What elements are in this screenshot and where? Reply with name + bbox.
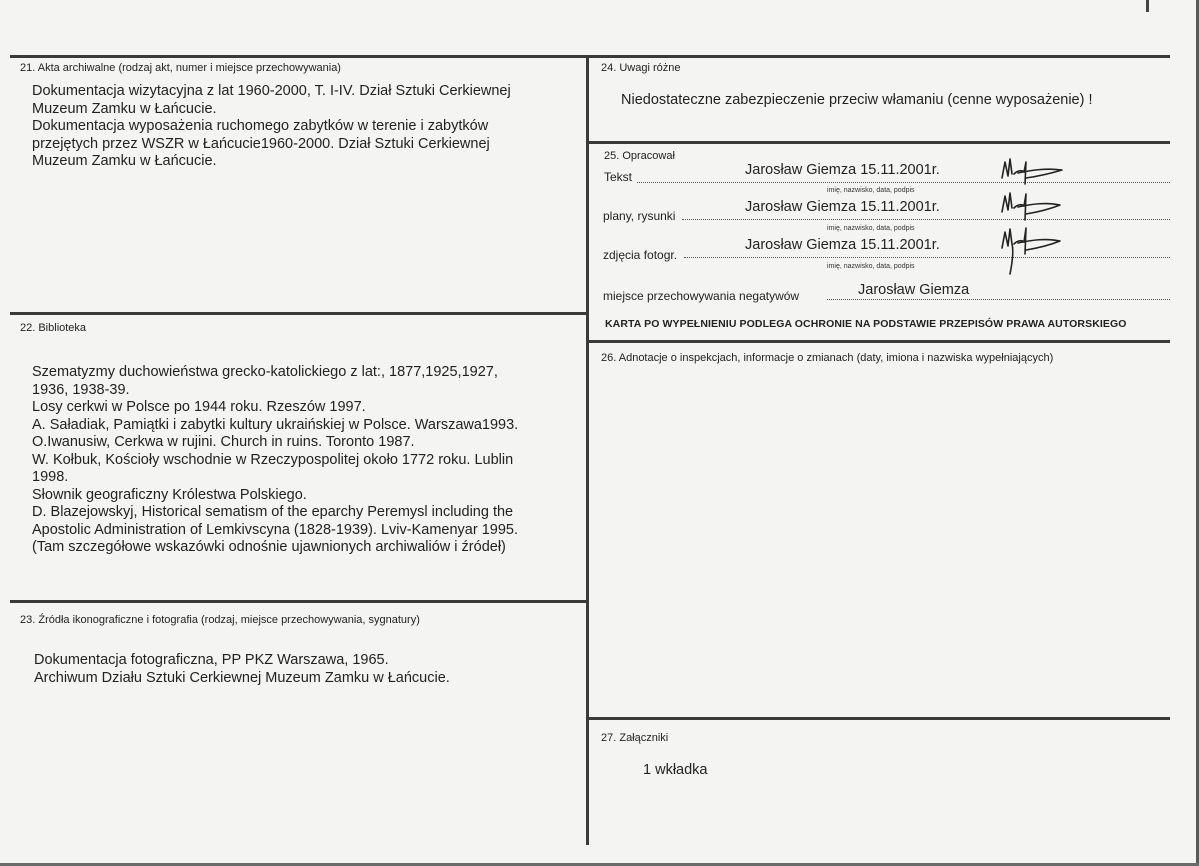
section-22-line: Szematyzmy duchowieństwa grecko-katolickiego z lat:, 1877,1925,1927, xyxy=(32,364,498,380)
section-27-heading: 27. Załączniki xyxy=(601,732,669,744)
field-dotted-line-negatives xyxy=(827,299,1170,300)
section-21-heading: 21. Akta archiwalne (rodzaj akt, numer i miejsce przechowywania) xyxy=(20,62,341,74)
section-24-heading: 24. Uwagi różne xyxy=(601,62,681,74)
rule-s21-s22 xyxy=(10,312,586,315)
rule-s24-s25 xyxy=(589,141,1170,144)
section-21-body xyxy=(32,83,511,171)
section-22-body xyxy=(32,364,518,557)
rule-center xyxy=(586,55,589,845)
section-23-heading: 23. Źródła ikonograficzne i fotografia (rodzaj, miejsce przechowywania, sygnatury) xyxy=(20,614,420,626)
field-value-photos: Jarosław Giemza 15.11.2001r. xyxy=(745,237,940,253)
section-22-line: W. Kołbuk, Kościoły wschodnie w Rzeczypospolitej około 1772 roku. Lublin xyxy=(32,451,514,468)
section-22-line: Losy cerkwi w Polsce po 1944 roku. Rzeszów 1997. xyxy=(32,399,366,415)
field-label-photos: zdjęcia fotogr. xyxy=(603,248,678,262)
section-22-line: A. Saładiak, Pamiątki i zabytki kultury ukraińskiej w Polsce. Warszawa1993. xyxy=(32,416,519,433)
signature-plans xyxy=(996,190,1066,224)
section-21-line: Dokumentacja wyposażenia ruchomego zabytków w terenie i zabytków xyxy=(32,118,489,134)
section-22-line: Słownik geograficzny Królestwa Polskiego. xyxy=(32,486,307,503)
rule-notice xyxy=(589,340,1170,343)
section-22-line: (Tam szczegółowe wskazówki odnośnie ujawnionych archiwaliów i źródeł) xyxy=(32,539,506,555)
field-label-plans: plany, rysunki xyxy=(603,209,676,223)
section-21-line: przejętych przez WSZR w Łańcucie1960-2000. Dział Sztuki Cerkiewnej xyxy=(32,135,490,152)
field-dotted-line-photos xyxy=(684,257,1170,258)
scan-edge-mark xyxy=(1146,0,1149,12)
signature-text xyxy=(996,156,1066,190)
section-23-line: Dokumentacja fotograficzna, PP PKZ Warszawa, 1965. xyxy=(34,652,389,668)
section-23-body xyxy=(34,652,450,687)
section-25-heading: 25. Opracował xyxy=(604,150,675,162)
field-hint-plans: imię, nazwisko, data, podpis xyxy=(827,225,915,232)
section-22-line: Apostolic Administration of Lemkivscyna (1828-1939). Lviv-Kamenyar 1995. xyxy=(32,521,518,538)
signature-photos xyxy=(996,226,1066,276)
field-label-text: Tekst xyxy=(604,170,633,184)
field-value-text: Jarosław Giemza 15.11.2001r. xyxy=(745,162,940,178)
section-22-heading: 22. Biblioteka xyxy=(20,322,87,334)
field-value-plans: Jarosław Giemza 15.11.2001r. xyxy=(745,199,940,215)
rule-top xyxy=(10,55,1170,58)
field-dotted-line-text xyxy=(637,182,1170,183)
copyright-notice: KARTA PO WYPEŁNIENIU PODLEGA OCHRONIE NA PODSTAWIE PRZEPISÓW PRAWA AUTORSKIEGO xyxy=(605,318,1127,330)
section-22-line: D. Blazejowskyj, Historical sematism of the eparchy Peremysl including the xyxy=(32,504,514,520)
section-21-line: Muzeum Zamku w Łańcucie. xyxy=(32,153,217,169)
section-22-line: O.Iwanusiw, Cerkwa w rujini. Church in ruins. Toronto 1987. xyxy=(32,434,415,450)
section-26-heading: 26. Adnotacje o inspekcjach, informacje o zmianach (daty, imiona i nazwiska wypełniających) xyxy=(601,352,1054,364)
field-label-negatives: miejsce przechowywania negatywów xyxy=(603,289,800,303)
section-27-text: 1 wkładka xyxy=(643,762,708,778)
section-22-line: 1998. xyxy=(32,469,69,485)
section-21-line: Dokumentacja wizytacyjna z lat 1960-2000, T. I-IV. Dział Sztuki Cerkiewnej xyxy=(32,83,511,99)
section-24-text: Niedostateczne zabezpieczenie przeciw włamaniu (cenne wyposażenie) ! xyxy=(621,92,1093,108)
rule-s22-s23 xyxy=(10,600,586,603)
section-23-line: Archiwum Działu Sztuki Cerkiewnej Muzeum Zamku w Łańcucie. xyxy=(34,669,450,686)
field-value-negatives: Jarosław Giemza xyxy=(858,282,970,298)
field-dotted-line-plans xyxy=(682,219,1170,220)
field-hint-photos: imię, nazwisko, data, podpis xyxy=(827,263,915,270)
field-hint-text: imię, nazwisko, data, podpis xyxy=(827,187,915,194)
rule-s26-s27 xyxy=(589,717,1170,720)
section-21-line: Muzeum Zamku w Łańcucie. xyxy=(32,100,217,117)
section-22-line: 1936, 1938-39. xyxy=(32,381,130,398)
